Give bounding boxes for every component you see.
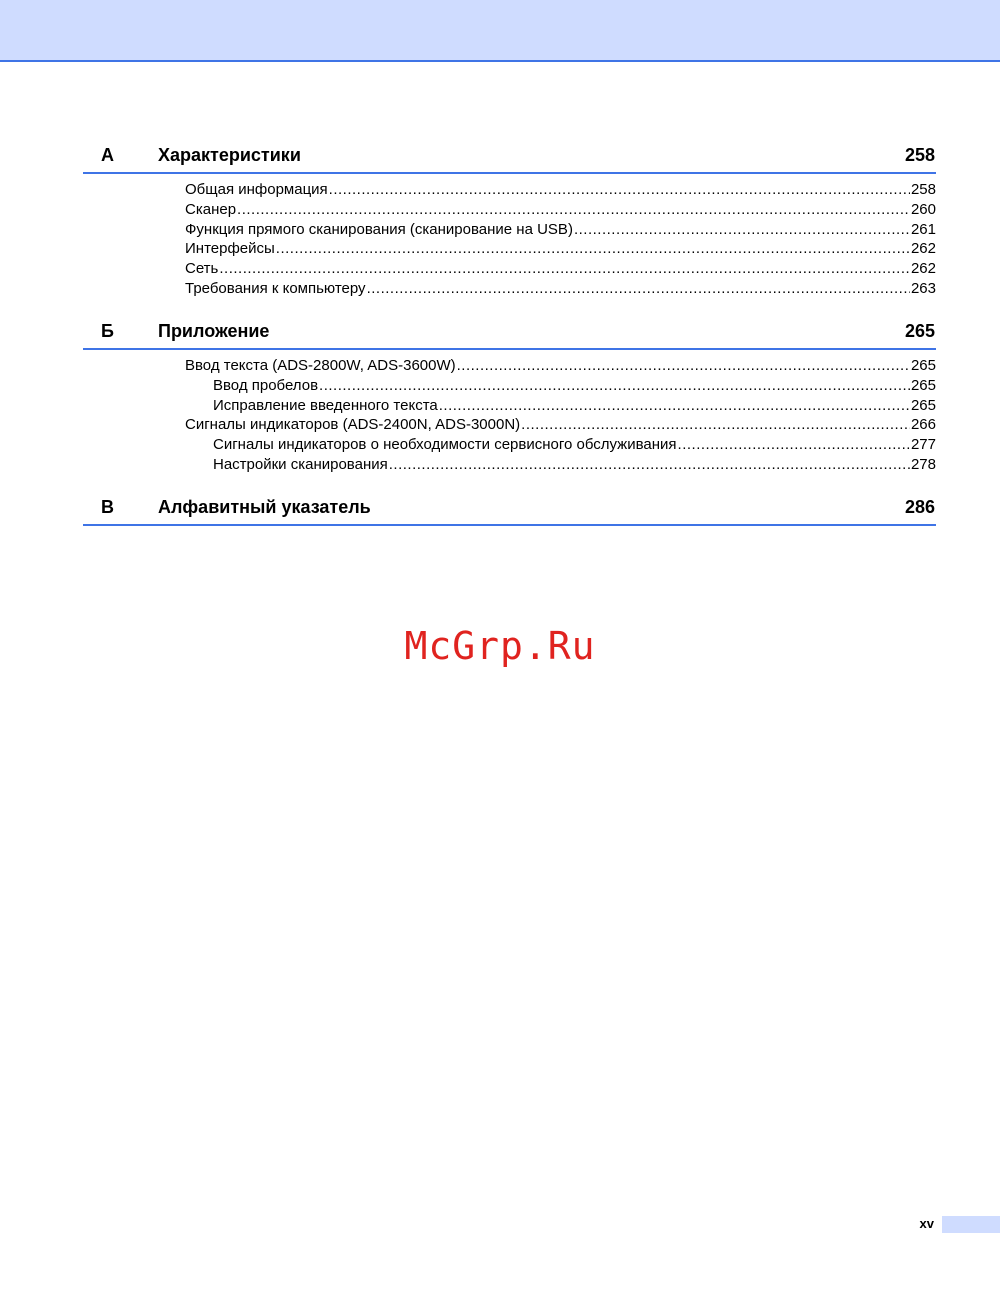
- section-page: 265: [904, 321, 935, 341]
- toc-section: [83, 494, 936, 526]
- header-band: [0, 0, 1000, 62]
- toc-entry[interactable]: [83, 239, 936, 259]
- toc-entry-page: 261: [910, 220, 936, 238]
- toc-entry-page: 262: [910, 260, 936, 278]
- dot-leader: [219, 259, 910, 279]
- toc-entry-title: Ввод пробелов: [213, 376, 319, 394]
- dot-leader: [457, 356, 910, 376]
- toc-entry[interactable]: [83, 180, 936, 200]
- toc-entry[interactable]: [83, 200, 936, 220]
- toc-entry[interactable]: [83, 415, 936, 435]
- dot-leader: [276, 239, 910, 259]
- corner-tab: [942, 1216, 1000, 1233]
- toc-entry-page: 266: [910, 416, 936, 434]
- toc-entry[interactable]: [83, 396, 936, 416]
- section-heading[interactable]: [83, 142, 936, 174]
- toc-entry[interactable]: [83, 259, 936, 279]
- dot-leader: [678, 435, 910, 455]
- dot-leader: [521, 415, 910, 435]
- page-number: xv: [919, 1216, 934, 1231]
- dot-leader: [574, 220, 910, 240]
- toc-entry-title: Общая информация: [185, 181, 328, 198]
- toc-entry-page: 263: [910, 279, 936, 297]
- toc-entry-page: 278: [910, 455, 936, 473]
- toc-entry[interactable]: [83, 435, 936, 455]
- toc-section: [83, 318, 936, 475]
- toc-entry-title: Требования к компьютеру: [185, 279, 366, 297]
- toc-entry-title: Функция прямого сканирования (сканирование на USB): [185, 220, 573, 238]
- toc-entry-page: 258: [910, 181, 936, 198]
- section-letter: В: [101, 497, 114, 517]
- toc-entry[interactable]: [83, 356, 936, 376]
- section-letter: A: [101, 145, 114, 165]
- section-title: Характеристики: [158, 145, 301, 165]
- toc-entry-page: 265: [910, 376, 936, 394]
- toc-entry[interactable]: [83, 220, 936, 240]
- toc-entry-page: 277: [910, 436, 936, 454]
- toc-entries: [83, 180, 936, 299]
- section-heading[interactable]: [83, 318, 936, 350]
- toc-entry-title: Сканер: [185, 200, 237, 218]
- dot-leader: [329, 180, 910, 200]
- section-page: 286: [904, 497, 935, 517]
- toc-entry[interactable]: [83, 455, 936, 475]
- dot-leader: [237, 200, 910, 220]
- toc-entry-title: Сигналы индикаторов о необходимости сервисного обслуживания: [213, 436, 677, 454]
- section-heading[interactable]: [83, 494, 936, 526]
- toc-entry[interactable]: [83, 279, 936, 299]
- toc-section: [83, 142, 936, 299]
- section-letter: Б: [101, 321, 114, 341]
- toc-entry-title: Исправление введенного текста: [213, 396, 438, 414]
- section-title: Алфавитный указатель: [158, 497, 371, 517]
- toc-entry[interactable]: [83, 376, 936, 396]
- watermark: McGrp.Ru: [404, 624, 596, 668]
- toc-entry-page: 262: [910, 240, 936, 258]
- toc-entry-page: 265: [910, 357, 936, 374]
- dot-leader: [319, 376, 910, 396]
- toc-entry-title: Сигналы индикаторов (ADS-2400N, ADS-3000N): [185, 416, 521, 434]
- dot-leader: [439, 396, 910, 416]
- toc-entry-page: 260: [910, 200, 936, 218]
- toc-entry-page: 265: [910, 396, 936, 414]
- toc-entry-title: Ввод текста (ADS-2800W, ADS-3600W): [185, 357, 456, 374]
- section-title: Приложение: [158, 321, 270, 341]
- toc-entry-title: Настройки сканирования: [213, 455, 388, 473]
- toc-entries: [83, 356, 936, 475]
- dot-leader: [389, 455, 910, 475]
- toc-entry-title: Сеть: [185, 260, 219, 278]
- section-page: 258: [904, 145, 935, 165]
- dot-leader: [367, 279, 910, 299]
- toc-entry-title: Интерфейсы: [185, 240, 275, 258]
